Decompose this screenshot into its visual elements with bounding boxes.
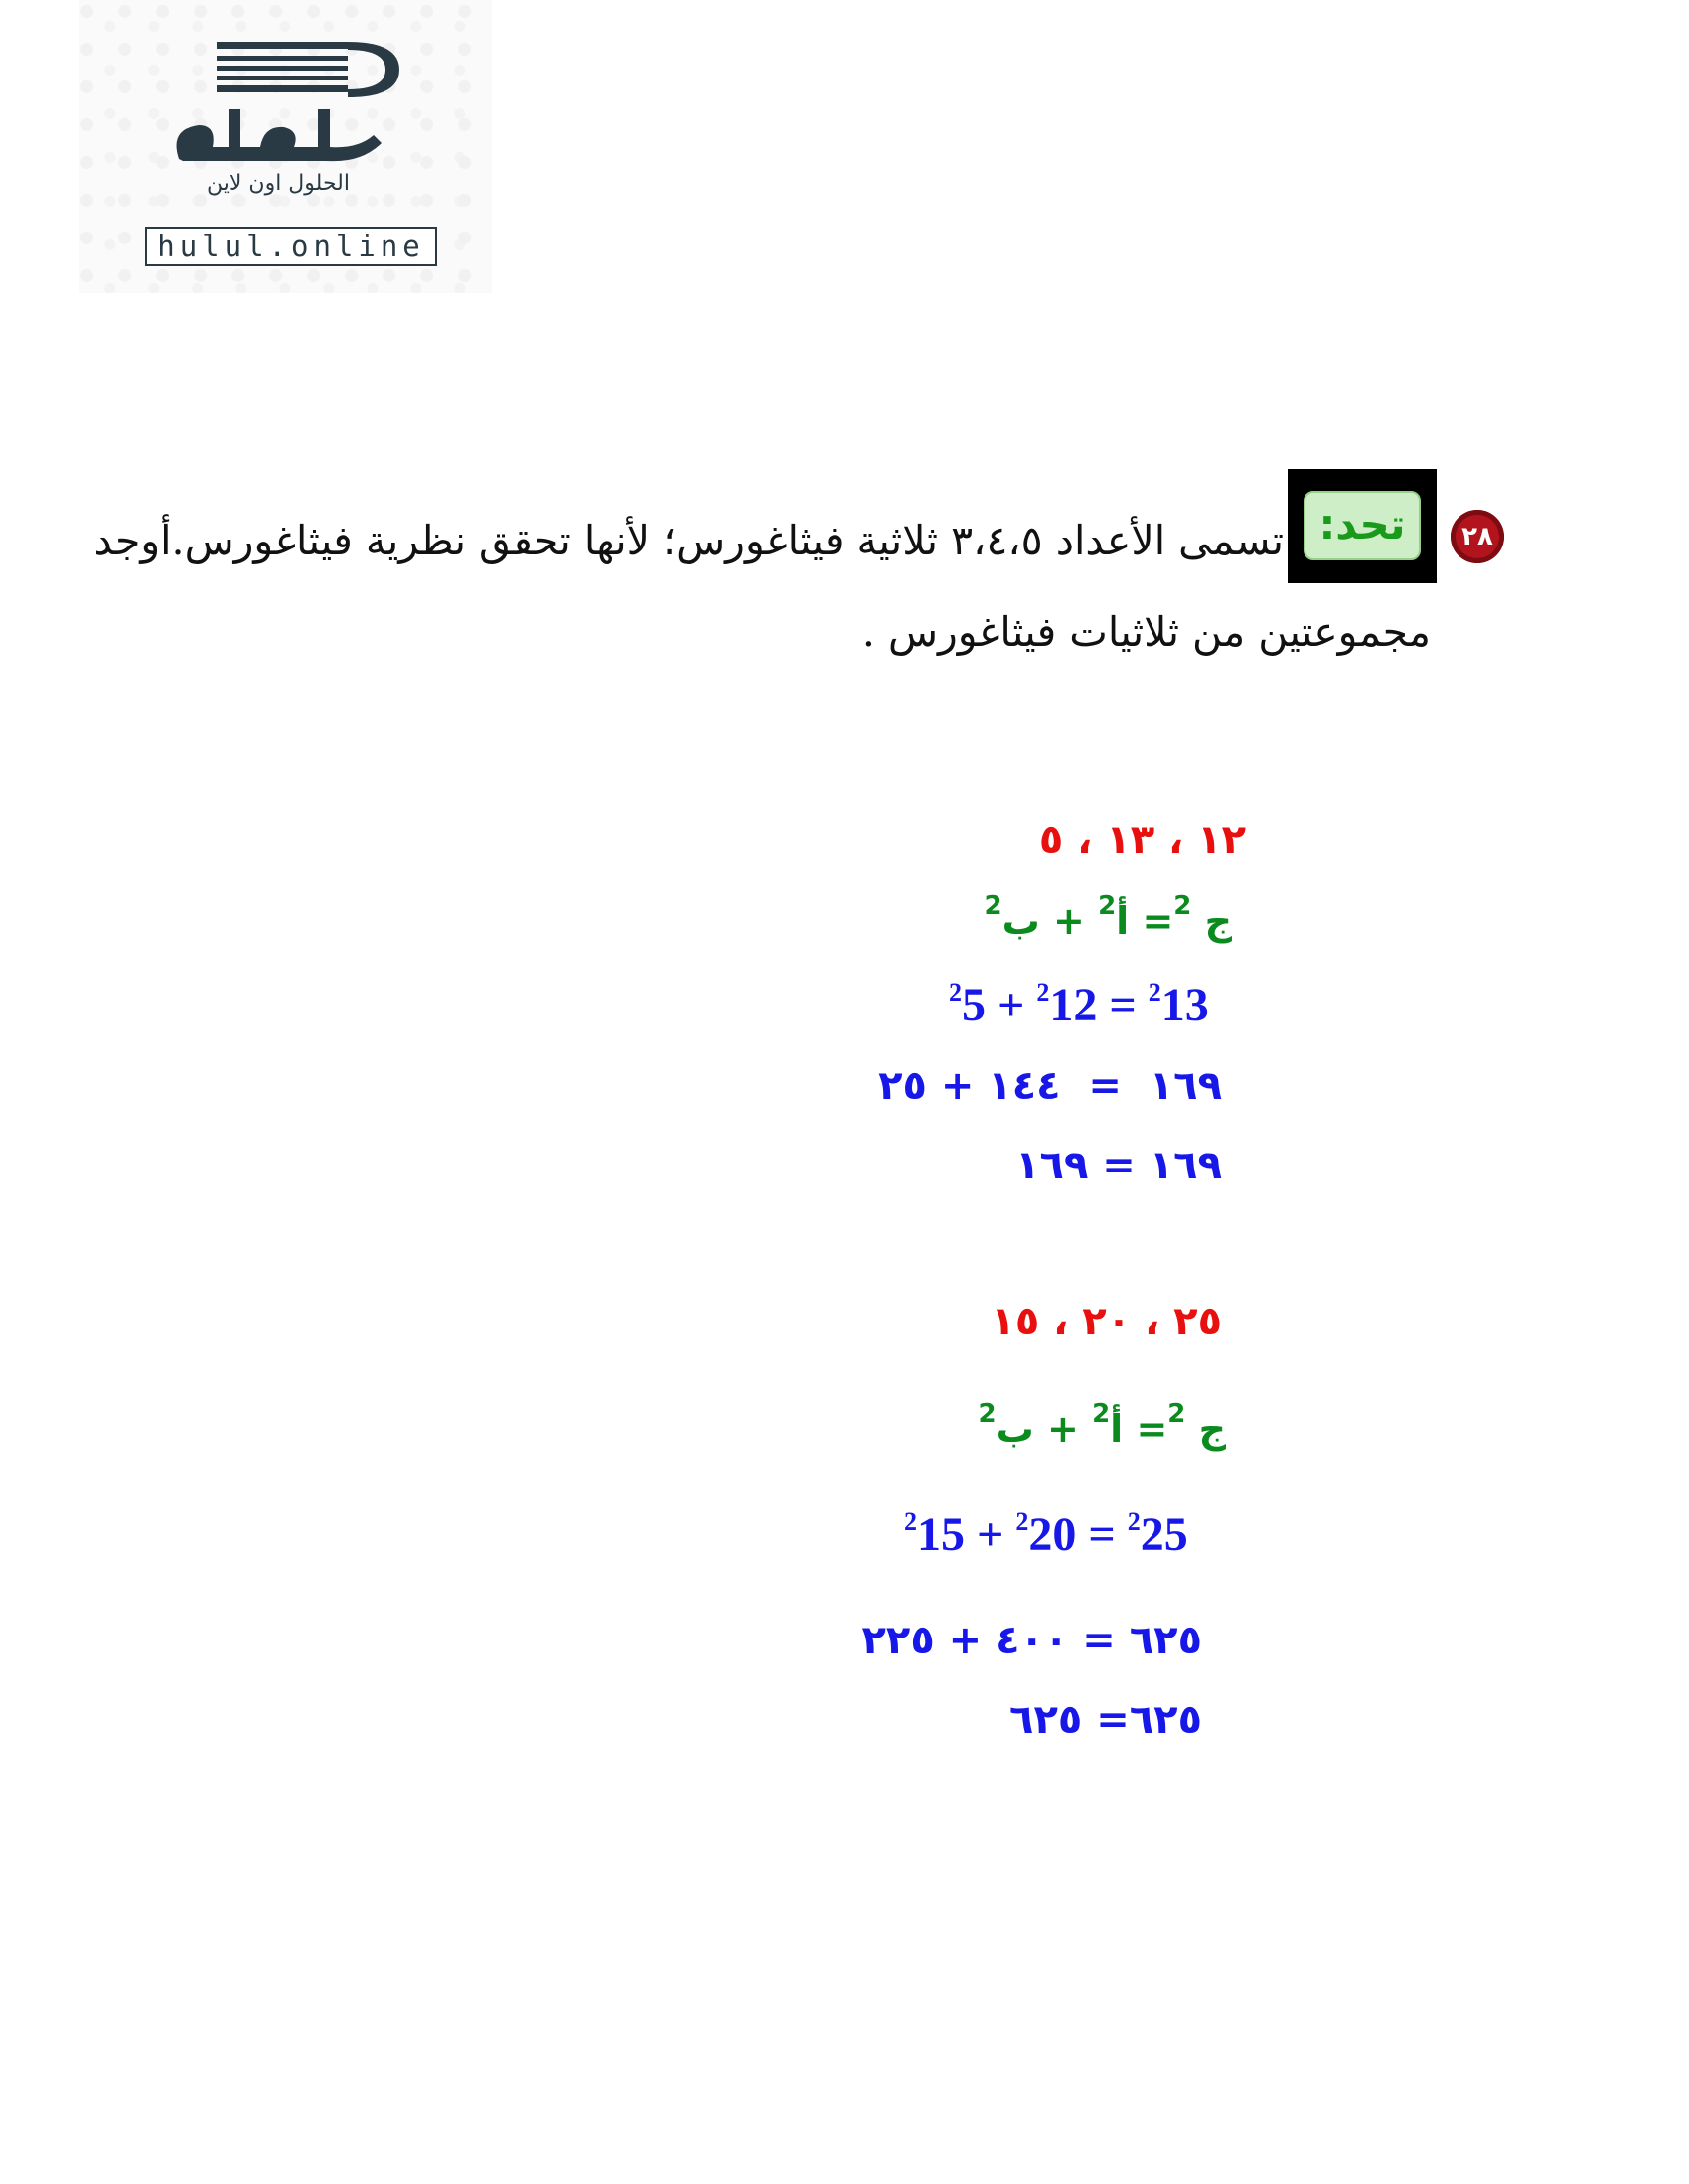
formula-exp: 2	[978, 1399, 997, 1429]
leg-small: 15	[917, 1508, 965, 1561]
hulul-logo	[79, 0, 492, 293]
leg-large: 20	[1028, 1508, 1077, 1561]
formula-b: ب	[996, 1407, 1034, 1451]
solution1-check: ١٦٩ = ١٦٩	[1015, 1143, 1222, 1188]
plus-sign: +	[998, 979, 1025, 1031]
formula-eq: =	[1142, 899, 1174, 943]
equals-sign: =	[1088, 1508, 1116, 1561]
exp: 2	[1015, 1507, 1029, 1536]
formula-exp: 2	[1173, 891, 1192, 921]
hypotenuse: 13	[1160, 979, 1209, 1031]
formula-exp: 2	[1092, 1399, 1111, 1429]
equals-sign: =	[1109, 979, 1137, 1031]
solution1-sum: ١٦٩ = ١٤٤ + ٢٥	[878, 1063, 1222, 1109]
exp: 2	[1148, 978, 1161, 1007]
leg-large: 12	[1049, 979, 1098, 1031]
formula-eq: =	[1136, 1407, 1168, 1451]
formula-a: أ	[1116, 899, 1130, 943]
solution2-sum: ٦٢٥ = ٤٠٠ + ٢٢٥	[861, 1618, 1202, 1663]
logo-url: hulul.online	[145, 227, 437, 266]
exp: 2	[1127, 1507, 1141, 1536]
formula-exp: 2	[1098, 891, 1117, 921]
formula-plus: +	[1047, 1407, 1079, 1451]
formula-b: ب	[1001, 899, 1040, 943]
solution1-squares	[949, 978, 1209, 1032]
question-text-line2: مجموعتين من ثلاثيات فيثاغورس .	[861, 608, 1431, 656]
plus-sign: +	[977, 1508, 1004, 1561]
solution1-formula	[984, 891, 1232, 943]
exp: 2	[904, 1507, 917, 1536]
challenge-badge	[1288, 469, 1437, 583]
question-number: ٢٨	[1451, 510, 1504, 563]
challenge-label: تحد:	[1304, 491, 1421, 560]
solution2-squares	[904, 1507, 1188, 1562]
hulul-logo-mark-icon	[169, 40, 407, 179]
formula-exp: 2	[1167, 1399, 1186, 1429]
solution2-check: ٦٢٥= ٦٢٥	[1009, 1697, 1202, 1743]
solution2-formula	[978, 1399, 1226, 1451]
solution1-triple: ١٢ ، ١٣ ، ٥	[1038, 817, 1246, 862]
solution2-triple: ٢٥ ، ٢٠ ، ١٥	[991, 1299, 1222, 1344]
formula-plus: +	[1053, 899, 1085, 943]
formula-exp: 2	[984, 891, 1002, 921]
question-text-line1: تسمى الأعداد ٣،٤،٥ ثلاثية فيثاغورس؛ لأنها تحقق نظرية فيثاغورس.أوجد	[93, 517, 1284, 564]
formula-a: أ	[1110, 1407, 1124, 1451]
formula-c: ج	[1204, 899, 1232, 943]
hypotenuse: 25	[1140, 1508, 1188, 1561]
exp: 2	[949, 978, 962, 1007]
exp: 2	[1036, 978, 1050, 1007]
logo-tagline: الحلول اون لاين	[207, 171, 350, 196]
leg-small: 5	[962, 979, 986, 1031]
formula-c: ج	[1198, 1407, 1226, 1451]
